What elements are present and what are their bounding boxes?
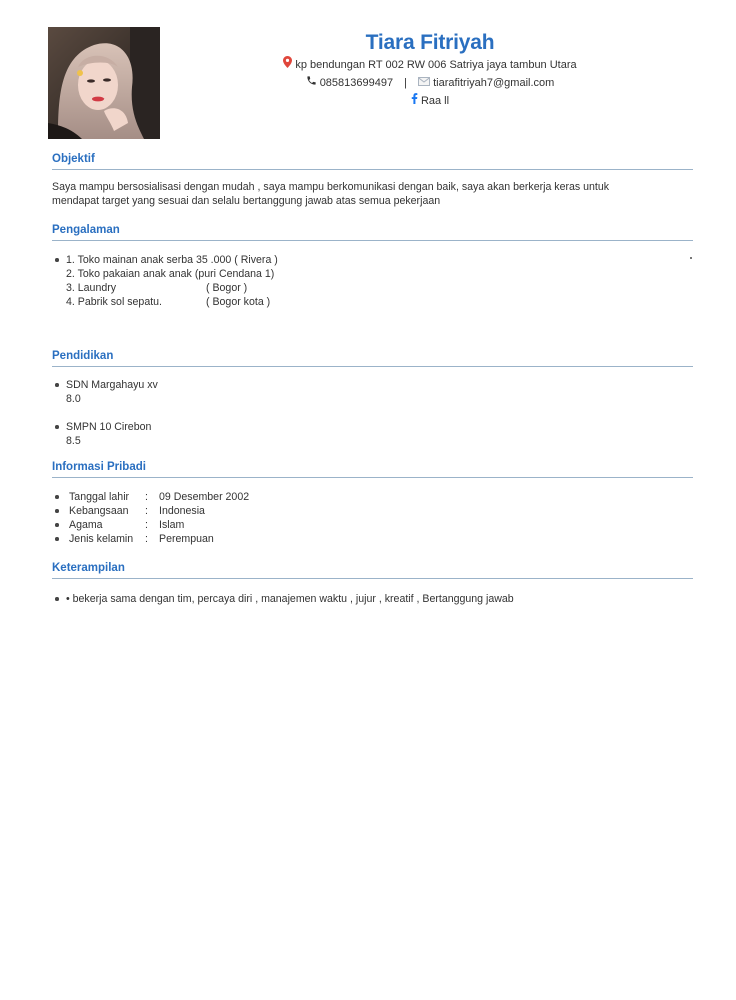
experience-section	[52, 222, 693, 309]
envelope-icon	[418, 74, 430, 92]
skills-section	[52, 560, 693, 606]
experience-job: 3. Laundry	[66, 282, 117, 294]
list-item	[66, 420, 693, 448]
map-pin-icon	[283, 56, 292, 74]
info-label: Kebangsaan	[69, 505, 129, 517]
info-colon: :	[145, 505, 148, 517]
experience-place: ( Bogor kota )	[206, 296, 271, 308]
experience-list	[52, 241, 693, 309]
info-value: 09 Desember 2002	[159, 491, 250, 503]
resume-header	[160, 30, 700, 110]
profile-photo-image	[48, 27, 160, 139]
experience-place: ( Bogor )	[206, 282, 248, 294]
education-list	[52, 367, 693, 448]
list-item	[66, 504, 693, 518]
experience-job: 2. Toko pakaian anak anak	[66, 268, 192, 280]
personal-info-list	[52, 478, 693, 546]
school-name: SDN Margahayu xv	[66, 379, 158, 391]
objective-text: Saya mampu bersosialisasi dengan mudah , saya mampu berkomunikasi dengan baik, saya akan berkerja keras untuk mendapat target yang sesuai dan selalu bertanggung jawab atas semua pekerjaan	[52, 181, 610, 207]
address-line	[160, 56, 700, 74]
education-title: Pendidikan	[52, 348, 693, 367]
personal-info-title: Informasi Pribadi	[52, 459, 693, 478]
experience-line	[66, 295, 693, 309]
experience-job: 1. Toko mainan anak serba 35 .000	[66, 254, 232, 266]
list-item	[66, 490, 693, 504]
info-label: Agama	[69, 519, 103, 531]
experience-line	[66, 281, 693, 295]
contact-line	[160, 74, 700, 92]
social-line	[160, 92, 700, 110]
stray-dot	[690, 257, 692, 259]
info-colon: :	[145, 491, 148, 503]
email-address: tiarafitriyah7@gmail.com	[433, 77, 555, 90]
profile-photo	[48, 27, 160, 139]
info-label: Tanggal lahir	[69, 491, 130, 503]
info-colon: :	[145, 533, 148, 545]
info-label: Jenis kelamin	[69, 533, 134, 545]
list-item	[66, 518, 693, 532]
skills-title: Keterampilan	[52, 560, 693, 579]
experience-line	[66, 253, 693, 267]
contact-separator: |	[404, 77, 408, 90]
objective-section	[52, 151, 693, 208]
objective-title: Objektif	[52, 151, 693, 170]
phone-icon	[306, 74, 317, 92]
experience-job: 4. Pabrik sol sepatu.	[66, 296, 162, 308]
skills-text: • bekerja sama dengan tim, percaya diri , manajemen waktu , jujur , kreatif , Bertanggung jawab	[66, 593, 514, 605]
school-score: 8.5	[66, 435, 81, 447]
experience-title: Pengalaman	[52, 222, 693, 241]
info-value: Islam	[159, 519, 185, 531]
school-score: 8.0	[66, 393, 81, 405]
experience-place: (puri Cendana 1)	[194, 268, 275, 280]
phone-number: 085813699497	[319, 77, 394, 90]
info-value: Indonesia	[159, 505, 205, 517]
candidate-name: Tiara Fitriyah	[365, 31, 495, 54]
facebook-icon	[411, 92, 418, 110]
info-value: Perempuan	[159, 533, 214, 545]
experience-place: ( Rivera )	[234, 254, 278, 266]
school-name: SMPN 10 Cirebon	[66, 421, 152, 433]
facebook-name: Raa ll	[420, 95, 450, 108]
address-text: kp bendungan RT 002 RW 006 Satriya jaya tambun Utara	[295, 59, 577, 71]
education-section	[52, 348, 693, 462]
personal-info-section	[52, 459, 693, 546]
experience-line	[66, 267, 693, 281]
skills-list	[52, 579, 693, 606]
list-item	[66, 253, 693, 309]
list-item	[66, 592, 693, 606]
info-colon: :	[145, 519, 148, 531]
list-item	[66, 378, 693, 406]
list-item	[66, 532, 693, 546]
